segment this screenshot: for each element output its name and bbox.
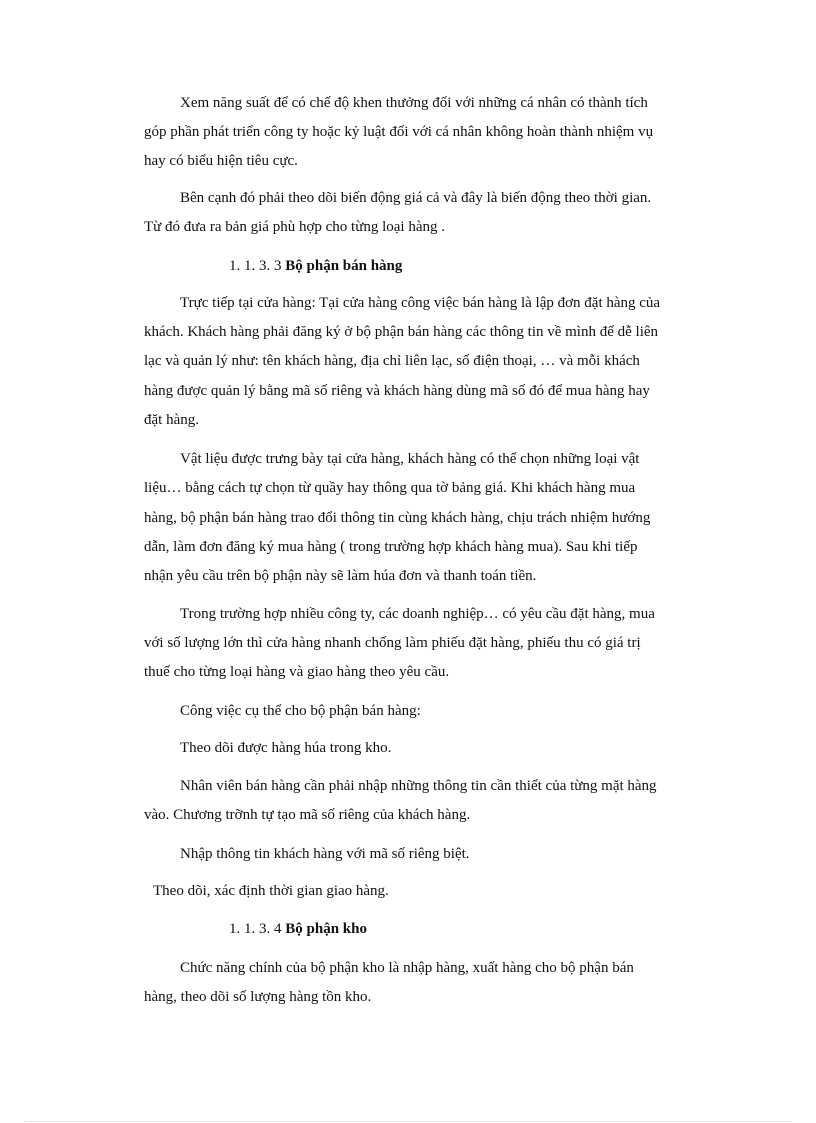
paragraph-line: với số lượng lớn thì cửa hàng nhanh chống làm phiếu đặt hàng, phiếu thu có giá trị [144, 635, 641, 651]
paragraph-line: Theo dõi, xác định thời gian giao hàng. [153, 883, 389, 899]
heading-number: 1. 1. 3. 3 [229, 258, 282, 274]
paragraph-line: nhận yêu cầu trên bộ phận này sẽ làm húa đơn và thanh toán tiền. [144, 568, 537, 584]
paragraph-line: vào. Chương trỡnh tự tạo mã số riêng của khách hàng. [144, 807, 471, 823]
paragraph-line: hay có biểu hiện tiêu cực. [144, 153, 298, 169]
paragraph-line: Từ đó đưa ra bản giá phù hợp cho từng loại hàng . [144, 219, 446, 235]
paragraph-line: Theo dõi được hàng húa trong kho. [180, 740, 392, 756]
paragraph-line: Chức năng chính của bộ phận kho là nhập hàng, xuất hàng cho bộ phận bán [180, 960, 634, 976]
paragraph-line: thuế cho từng loại hàng và giao hàng theo yêu cầu. [144, 664, 450, 680]
paragraph-line: lạc và quản lý như: tên khách hàng, địa chỉ liên lạc, số điện thoại, … và mỗi khách [144, 353, 640, 369]
paragraph-line: hàng, theo dõi số lượng hàng tồn kho. [144, 989, 372, 1005]
paragraph-line: hàng được quản lý bằng mã số riêng và khách hàng dùng mã số đó để mua hàng hay [144, 383, 650, 399]
paragraph-line: đặt hàng. [144, 412, 199, 428]
paragraph-line: Trong trường hợp nhiều công ty, các doanh nghiệp… có yêu cầu đặt hàng, mua [180, 606, 655, 622]
paragraph-line: Công việc cụ thể cho bộ phận bán hàng: [180, 703, 421, 719]
paragraph-line: góp phần phát triển công ty hoặc kỷ luật đối với cá nhân không hoàn thành nhiệm vụ [144, 124, 654, 140]
heading-title: Bộ phận kho [285, 921, 367, 937]
paragraph-line: Trực tiếp tại cửa hàng: Tại cửa hàng công việc bán hàng là lập đơn đặt hàng của [180, 295, 661, 311]
page-bottom-divider [24, 1121, 792, 1122]
heading-number: 1. 1. 3. 4 [229, 921, 282, 937]
section-heading [229, 920, 367, 938]
paragraph-line: dẫn, làm đơn đăng ký mua hàng ( trong trường hợp khách hàng mua). Sau khi tiếp [144, 539, 638, 555]
section-heading [229, 257, 402, 275]
paragraph-line: liệu… bằng cách tự chọn từ quầy hay thông qua tờ bảng giá. Khi khách hàng mua [144, 480, 636, 496]
paragraph-line: Vật liệu được trưng bày tại cửa hàng, khách hàng có thể chọn những loại vật [180, 451, 640, 467]
heading-title: Bộ phận bán hàng [285, 258, 403, 274]
paragraph-line: khách. Khách hàng phải đăng ký ở bộ phận bán hàng các thông tin về mình để dễ liên [144, 324, 659, 340]
paragraph-line: Nhập thông tin khách hàng với mã số riêng biệt. [180, 846, 470, 862]
paragraph-line: Bên cạnh đó phải theo dõi biến động giá cả và đây là biến động theo thời gian. [180, 190, 652, 206]
paragraph-line: hàng, bộ phận bán hàng trao đổi thông tin cùng khách hàng, chịu trách nhiệm hướng [144, 510, 651, 526]
paragraph-line: Nhân viên bán hàng cần phải nhập những thông tin cần thiết của từng mặt hàng [180, 778, 657, 794]
paragraph-line: Xem năng suất để có chế độ khen thưởng đối với những cá nhân có thành tích [180, 95, 648, 111]
